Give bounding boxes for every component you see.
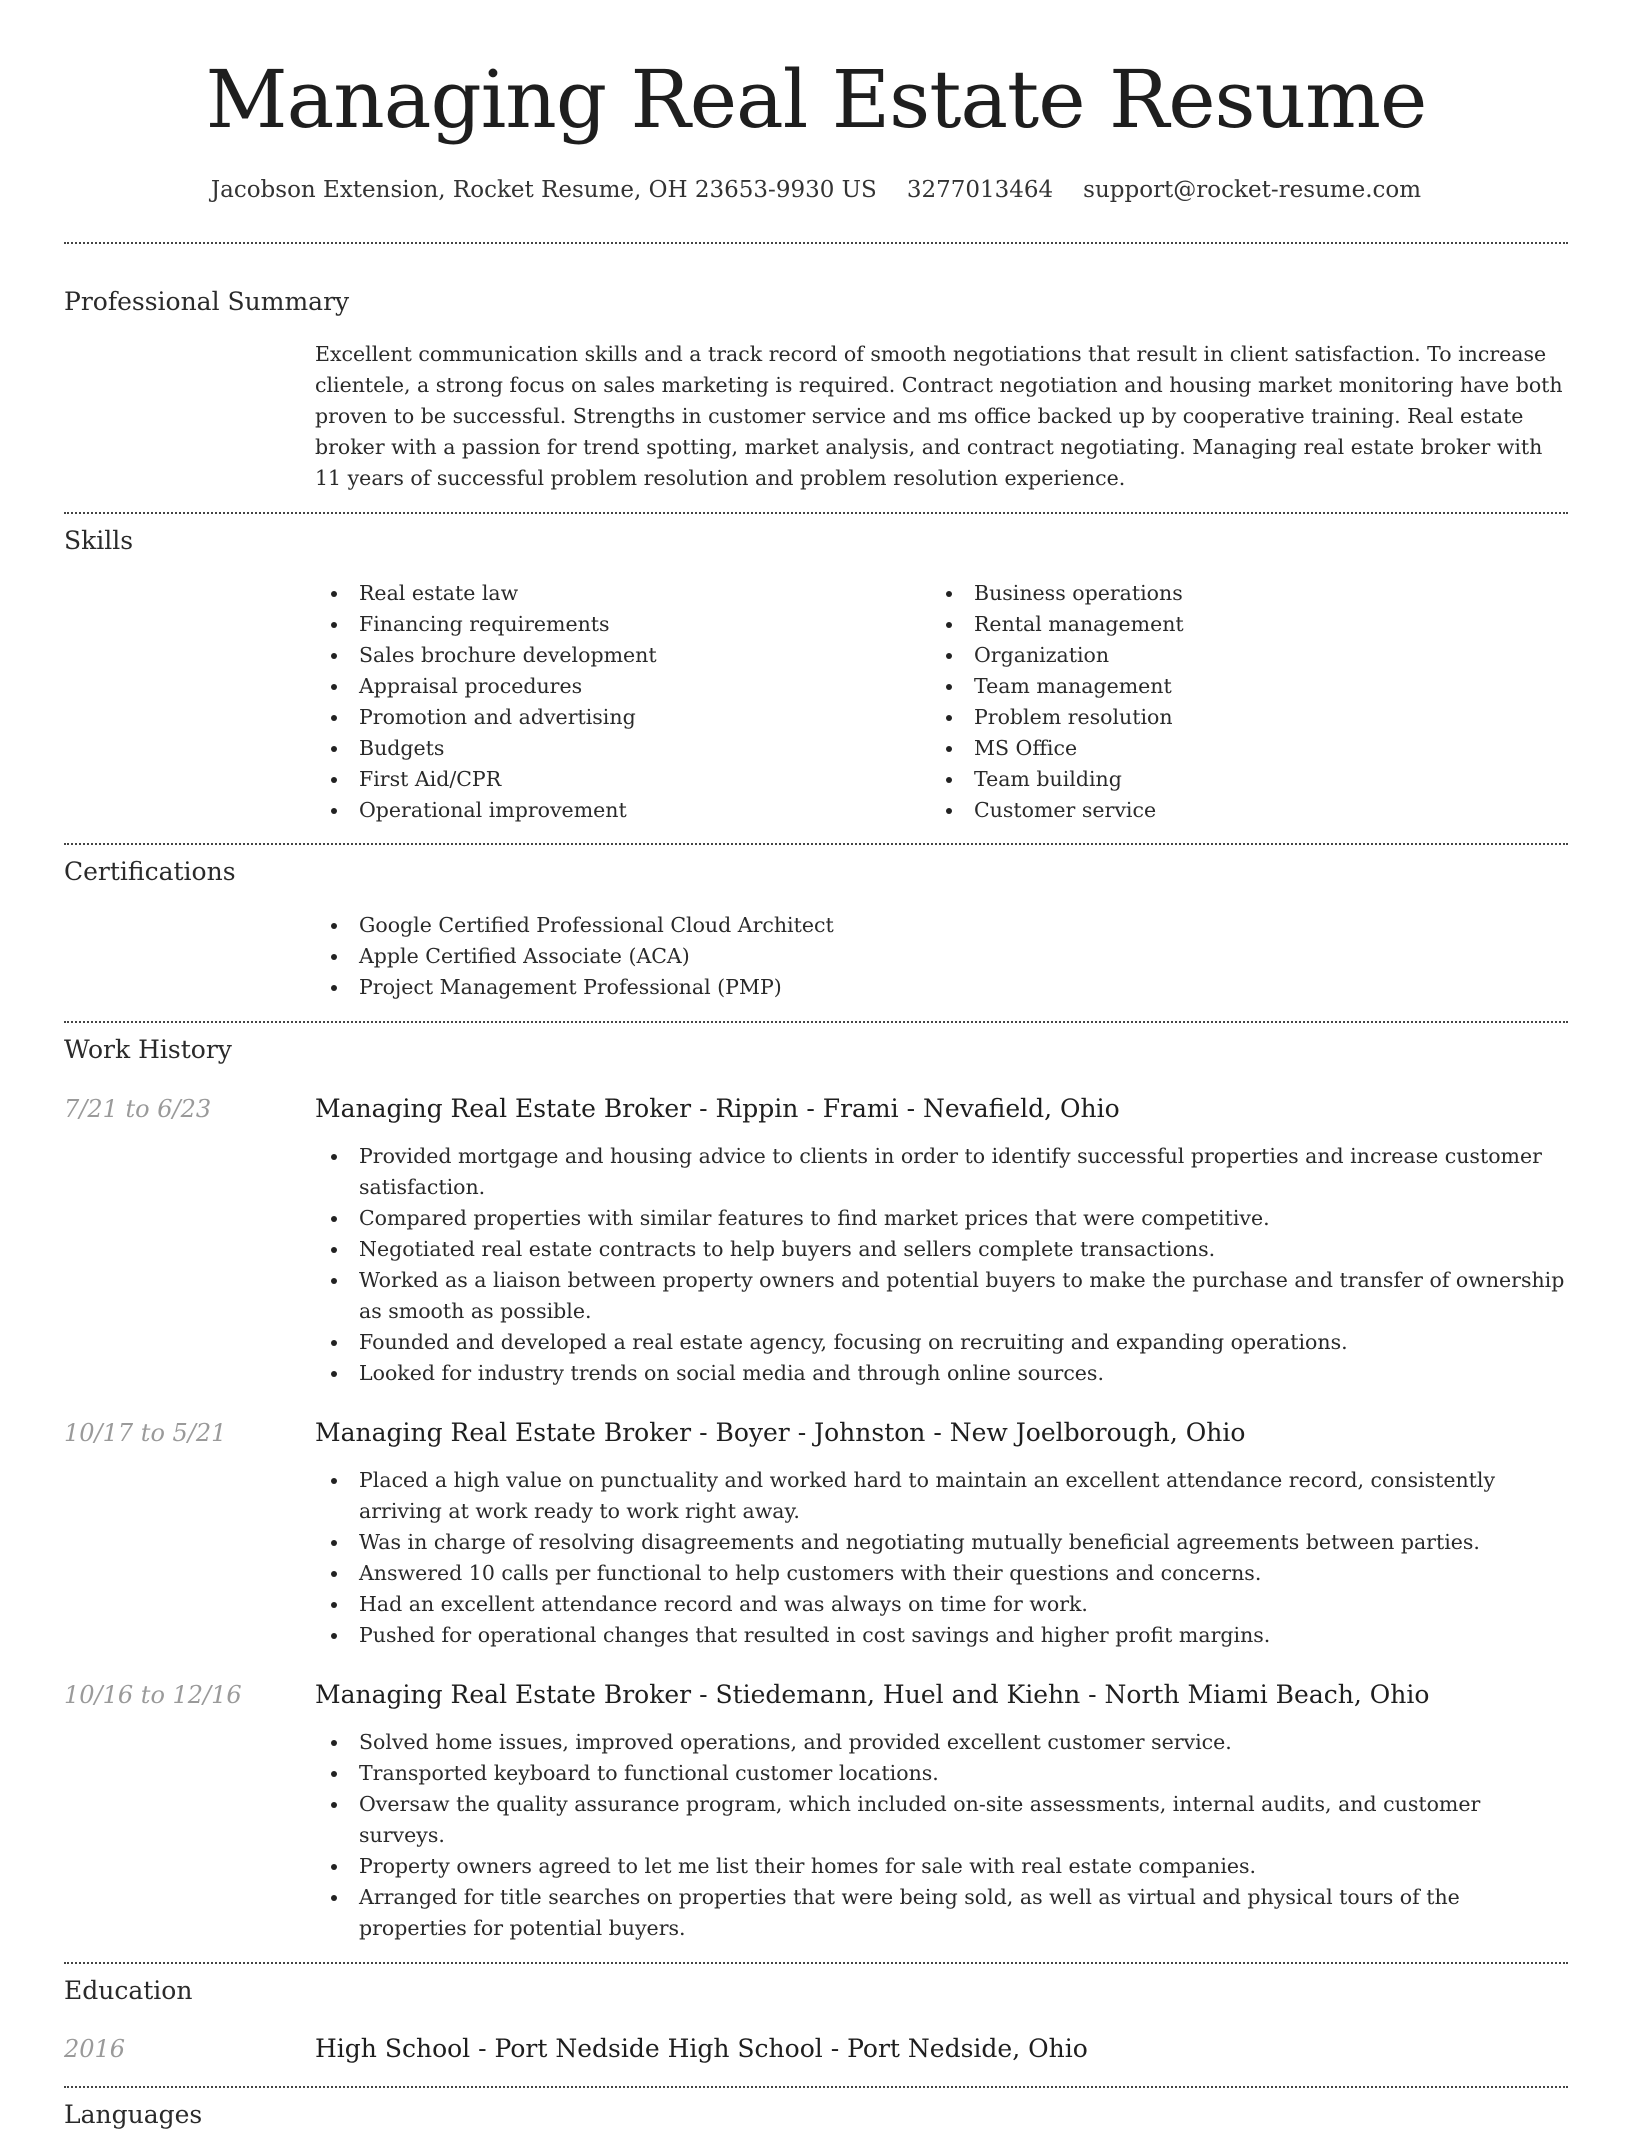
- education-location: Port Nedside, Ohio: [847, 2034, 1088, 2063]
- education-line: High School - Port Nedside High School - Port Nedside, Ohio: [315, 2034, 1088, 2063]
- education-date: 2016: [64, 2035, 126, 2063]
- skills-section: [64, 524, 1568, 826]
- job-location: New Joelborough, Ohio: [949, 1418, 1246, 1447]
- list-item: Customer service: [930, 795, 1545, 826]
- skills-list-left: [315, 578, 930, 826]
- resume-title: Managing Real Estate Resume: [205, 53, 1427, 146]
- list-item: Arranged for title searches on properties that were being sold, as well as virtual and physical tours of the properties for potential buyers.: [315, 1882, 1568, 1944]
- job-bullets: [315, 1727, 1568, 1944]
- education-section: [64, 1974, 1568, 2066]
- list-item: Financing requirements: [315, 609, 930, 640]
- list-item: Provided mortgage and housing advice to clients in order to identify successful properties and increase customer satisfaction.: [315, 1141, 1568, 1203]
- job-location: North Miami Beach, Ohio: [1104, 1680, 1430, 1709]
- languages-heading: Languages: [64, 2100, 203, 2129]
- job-title-line: Managing Real Estate Broker - Rippin - Frami - Nevafield, Ohio: [315, 1094, 1120, 1123]
- job-header: [64, 1092, 1568, 1126]
- contact-email: support@rocket-resume.com: [1083, 177, 1422, 203]
- resume-page: [64, 0, 1568, 2132]
- job-date: 10/17 to 5/21: [64, 1419, 227, 1447]
- list-item: Problem resolution: [930, 702, 1545, 733]
- contact-phone: 3277013464: [906, 177, 1054, 203]
- list-item: Solved home issues, improved operations, and provided excellent customer service.: [315, 1727, 1568, 1758]
- list-item: Google Certified Professional Cloud Architect: [315, 910, 1568, 941]
- list-item: Rental management: [930, 609, 1545, 640]
- list-item: Worked as a liaison between property owners and potential buyers to make the purchase and transfer of ownership as smooth as possible.: [315, 1265, 1568, 1327]
- contact-line: [64, 174, 1568, 206]
- list-item: Pushed for operational changes that resulted in cost savings and higher profit margins.: [315, 1620, 1568, 1651]
- job-bullets: [315, 1465, 1568, 1651]
- list-item: Answered 10 calls per functional to help customers with their questions and concerns.: [315, 1558, 1568, 1589]
- job-title-line: Managing Real Estate Broker - Stiedemann, Huel and Kiehn - North Miami Beach, Ohio: [315, 1680, 1430, 1709]
- job-entry: [64, 1092, 1568, 1389]
- list-item: Apple Certified Associate (ACA): [315, 941, 1568, 972]
- certifications-list: [315, 910, 1568, 1003]
- job-bullets: [315, 1141, 1568, 1389]
- list-item: Appraisal procedures: [315, 671, 930, 702]
- section-divider: [64, 843, 1568, 845]
- list-item: Negotiated real estate contracts to help buyers and sellers complete transactions.: [315, 1234, 1568, 1265]
- education-heading: Education: [64, 1976, 193, 2005]
- job-date: 7/21 to 6/23: [64, 1095, 212, 1123]
- contact-address: Jacobson Extension, Rocket Resume, OH 23653-9930 US: [210, 177, 877, 203]
- education-degree: High School: [315, 2034, 471, 2063]
- work-heading: Work History: [64, 1035, 232, 1064]
- list-item: Sales brochure development: [315, 640, 930, 671]
- list-item: Business operations: [930, 578, 1545, 609]
- list-item: First Aid/CPR: [315, 764, 930, 795]
- job-company: Stiedemann, Huel and Kiehn: [715, 1680, 1081, 1709]
- list-item: Compared properties with similar features to find market prices that were competitive.: [315, 1203, 1568, 1234]
- work-section: [64, 1033, 1568, 1944]
- list-item: Transported keyboard to functional customer locations.: [315, 1758, 1568, 1789]
- list-item: Organization: [930, 640, 1545, 671]
- job-title-line: Managing Real Estate Broker - Boyer - Johnston - New Joelborough, Ohio: [315, 1418, 1246, 1447]
- list-item: Oversaw the quality assurance program, which included on-site assessments, internal audits, and customer surveys.: [315, 1789, 1568, 1851]
- list-item: Property owners agreed to let me list their homes for sale with real estate companies.: [315, 1851, 1568, 1882]
- summary-heading: Professional Summary: [64, 287, 350, 316]
- job-entry: [64, 1416, 1568, 1651]
- list-item: Operational improvement: [315, 795, 930, 826]
- section-divider: [64, 1021, 1568, 1023]
- list-item: Had an excellent attendance record and was always on time for work.: [315, 1589, 1568, 1620]
- languages-section: [64, 2098, 1568, 2132]
- list-item: Looked for industry trends on social media and through online sources.: [315, 1358, 1568, 1389]
- list-item: Budgets: [315, 733, 930, 764]
- list-item: Was in charge of resolving disagreements and negotiating mutually beneficial agreements between parties.: [315, 1527, 1568, 1558]
- job-title: Managing Real Estate Broker: [315, 1094, 692, 1123]
- section-divider: [64, 2086, 1568, 2088]
- job-entry: [64, 1678, 1568, 1944]
- summary-text: Excellent communication skills and a track record of smooth negotiations that result in client satisfaction. To increase clientele, a strong focus on sales marketing is required. Contract negotiation and housing market monitoring have both proven to be successful. Strengths in customer service and ms office backed up by cooperative training. Real estate broker with a passion for trend spotting, market analysis, and contract negotiating. Managing real estate broker with 11 years of successful problem resolution and problem resolution experience.: [315, 342, 1563, 490]
- job-title: Managing Real Estate Broker: [315, 1680, 692, 1709]
- list-item: Placed a high value on punctuality and worked hard to maintain an excellent attendance record, consistently arriving at work ready to work right away.: [315, 1465, 1568, 1527]
- job-date: 10/16 to 12/16: [64, 1681, 242, 1709]
- education-entry: [64, 2032, 1568, 2066]
- list-item: Team management: [930, 671, 1545, 702]
- section-divider: [64, 512, 1568, 514]
- job-title: Managing Real Estate Broker: [315, 1418, 692, 1447]
- section-divider: [64, 1962, 1568, 1964]
- skills-grid: [315, 578, 1568, 826]
- list-item: Project Management Professional (PMP): [315, 972, 1568, 1003]
- certifications-section: [64, 855, 1568, 1003]
- job-company: Rippin - Frami: [715, 1094, 899, 1123]
- list-item: Founded and developed a real estate agency, focusing on recruiting and expanding operations.: [315, 1327, 1568, 1358]
- list-item: Team building: [930, 764, 1545, 795]
- job-header: [64, 1416, 1568, 1450]
- list-item: Promotion and advertising: [315, 702, 930, 733]
- education-school: Port Nedside High School: [494, 2034, 823, 2063]
- job-company: Boyer - Johnston: [715, 1418, 926, 1447]
- list-item: Real estate law: [315, 578, 930, 609]
- skills-heading: Skills: [64, 526, 134, 555]
- skills-list-right: [930, 578, 1545, 826]
- job-header: [64, 1678, 1568, 1712]
- list-item: MS Office: [930, 733, 1545, 764]
- summary-section: [64, 285, 1568, 494]
- job-location: Nevafield, Ohio: [922, 1094, 1120, 1123]
- section-divider: [64, 242, 1568, 244]
- certifications-heading: Certifications: [64, 857, 236, 886]
